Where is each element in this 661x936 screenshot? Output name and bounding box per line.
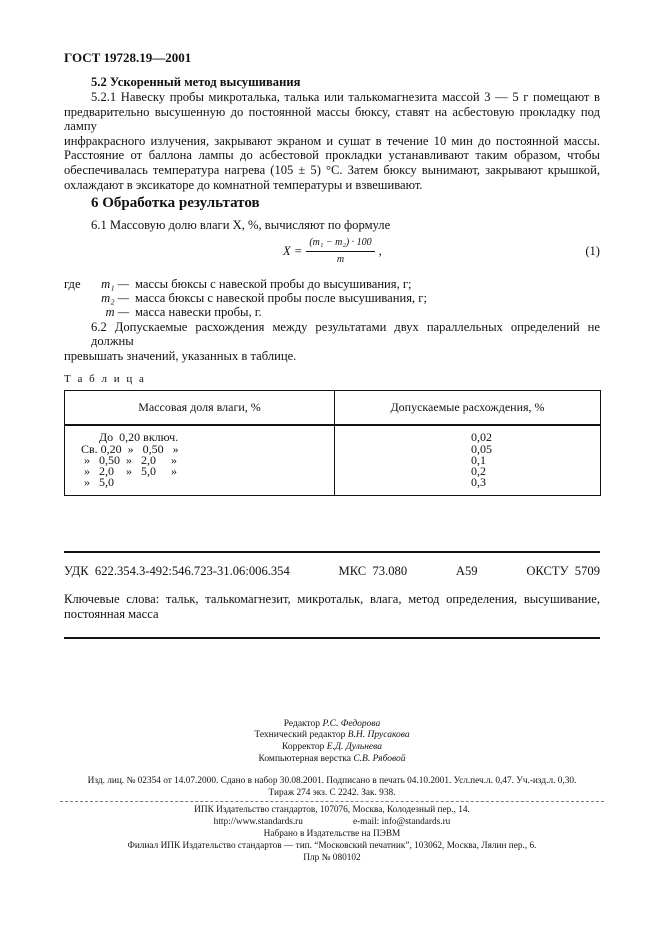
text-line: превышать значений, указанных в таблице.: [64, 348, 297, 363]
credit-name: В.Н. Прусакова: [347, 730, 410, 741]
table-cell: До 0,20 включ.: [99, 430, 179, 445]
credit-role: Корректор: [282, 742, 325, 753]
document-code: ГОСТ 19728.19—2001: [64, 50, 192, 65]
legend-prefix: [64, 291, 89, 305]
formula-fraction: [306, 237, 374, 266]
table-caption: Т а б л и ц а: [64, 373, 146, 386]
text-line: инфракрасного излучения, закрывают экраном и сушат в течение 10 мин до постоянной массы.: [64, 133, 600, 148]
classifier-code: А59: [455, 564, 478, 579]
table-cell: 0,3: [471, 475, 486, 490]
formula: [283, 237, 382, 266]
keywords-line: Ключевые слова: тальк, талькомагнезит, микротальк, влага, метод определения, высушивание,: [64, 592, 600, 607]
udk-code: УДК 622.354.3-492:546.723-31.06:006.354: [64, 564, 290, 579]
text-line: обеспечивалась температура нагрева (105 ± 5) °С. Затем бюксу вынимают, закрывают крышкой,: [64, 162, 600, 177]
paragraph-5-2-1: [64, 90, 600, 192]
table-cell: Св. 0,20 » 0,50 »: [81, 441, 179, 456]
legend-symbol: m₂ —: [101, 291, 129, 306]
legend-symbol: m₁ —: [101, 276, 129, 291]
divider: [64, 637, 600, 639]
paragraph-6-2: [64, 320, 600, 364]
formula-lhs: X =: [283, 244, 303, 259]
branch-line: Филиал ИПК Издательство стандартов — тип. “Московский печатник”, 103062, Москва, Лялин пер., 6.: [127, 841, 537, 852]
imprint-details: [60, 775, 604, 864]
okstu-code: ОКСТУ 5709: [526, 564, 600, 579]
keywords: [64, 592, 600, 621]
table-header-row: [65, 391, 601, 426]
value-column: [335, 425, 601, 496]
credit-line: [64, 730, 600, 742]
section-5-2-title: 5.2 Ускоренный метод высушивания: [91, 75, 301, 89]
legend-row: [64, 291, 600, 305]
text-line: охлаждают в эксикаторе до комнатной температуры и взвешивают.: [64, 177, 423, 192]
table-cell: 0,1: [471, 452, 486, 467]
credit-line: [64, 742, 600, 754]
text-line: предварительно высушенную до постоянной массы бюксу, ставят на асбестовую прокладку под лампу: [64, 104, 600, 134]
section-6-title: 6 Обработка результатов: [91, 195, 260, 212]
column-header: Массовая доля влаги, %: [65, 391, 335, 426]
legend-symbol: m —: [105, 305, 129, 320]
formula-number: (1): [585, 244, 600, 259]
website-link[interactable]: http://www.standards.ru: [213, 817, 303, 828]
credit-name: С.В. Рябовой: [353, 753, 406, 764]
contacts-line: [60, 816, 604, 828]
table-body-row: [65, 425, 601, 496]
table-cell: » 2,0 » 5,0 »: [81, 464, 177, 479]
formula-denominator: m: [336, 254, 345, 266]
divider: [64, 551, 600, 553]
formula-row: [64, 237, 600, 267]
credit-line: [64, 754, 600, 766]
imprint-line: Изд. лиц. № 02354 от 14.07.2000. Сдано в набор 30.08.2001. Подписано в печать 04.10.2001. Усл.печ.л. 0,47. Уч.-изд.л. 0,30.: [87, 776, 577, 787]
credit-name: Е.Д. Дульнева: [326, 742, 382, 753]
formula-comma: ,: [378, 244, 382, 259]
legend-prefix: [64, 305, 89, 319]
credit-name: Р.С. Федорова: [322, 718, 381, 729]
formula-numerator: (m₁ − m₂) · 100: [306, 237, 374, 252]
paragraph-6-1: 6.1 Массовую долю влаги X, %, вычисляют по формуле: [91, 218, 391, 233]
credit-role: Технический редактор: [254, 730, 346, 741]
table-cell: 0,02: [471, 430, 492, 445]
legend-row: [64, 305, 600, 319]
typeset-line: Набрано в Издательстве на ПЭВМ: [263, 829, 401, 840]
moisture-table: [64, 390, 601, 496]
mks-code: МКС 73.080: [338, 564, 408, 579]
credit-line: [64, 719, 600, 731]
range-column: [65, 425, 335, 496]
legend-text: масса навески пробы, г.: [135, 305, 262, 320]
text-line: Расстояние от баллона лампы до асбестовой прокладки устанавливают таким образом, чтобы: [64, 148, 600, 163]
column-header: Допускаемые расхождения, %: [335, 391, 601, 426]
table-cell: » 5,0: [81, 475, 114, 490]
legend-prefix: где: [64, 276, 81, 291]
table-cell: 0,2: [471, 464, 486, 479]
credit-role: Компьютерная верстка: [258, 753, 351, 764]
text-line: 6.2 Допускаемые расхождения между результатами двух параллельных определений не должны: [91, 319, 600, 349]
legend-text: массы бюксы с навеской пробы до высушивания, г;: [135, 276, 412, 291]
formula-legend: [64, 277, 600, 320]
table-cell: 0,05: [471, 441, 492, 456]
page-content: [64, 0, 600, 864]
credits: [64, 719, 600, 766]
imprint-line: Тираж 274 экз. С 2242. Зак. 938.: [268, 788, 396, 799]
credit-role: Редактор: [283, 718, 321, 729]
email-link[interactable]: e-mail: info@standards.ru: [352, 817, 451, 828]
table-cell: » 0,50 » 2,0 »: [81, 452, 177, 467]
dashed-divider: [60, 801, 604, 802]
classification-row: [64, 564, 600, 579]
legend-row: [64, 277, 600, 291]
legend-text: масса бюксы с навеской пробы после высушивания, г;: [135, 291, 427, 306]
plr-line: Плр № 080102: [303, 853, 361, 864]
keywords-line: постоянная масса: [64, 607, 159, 622]
text-line: 5.2.1 Навеску пробы микроталька, талька или талькомагнезита массой 3 — 5 г помещают в: [91, 90, 600, 104]
publisher-line: ИПК Издательство стандартов, 107076, Москва, Колодезный пер., 14.: [194, 805, 470, 816]
